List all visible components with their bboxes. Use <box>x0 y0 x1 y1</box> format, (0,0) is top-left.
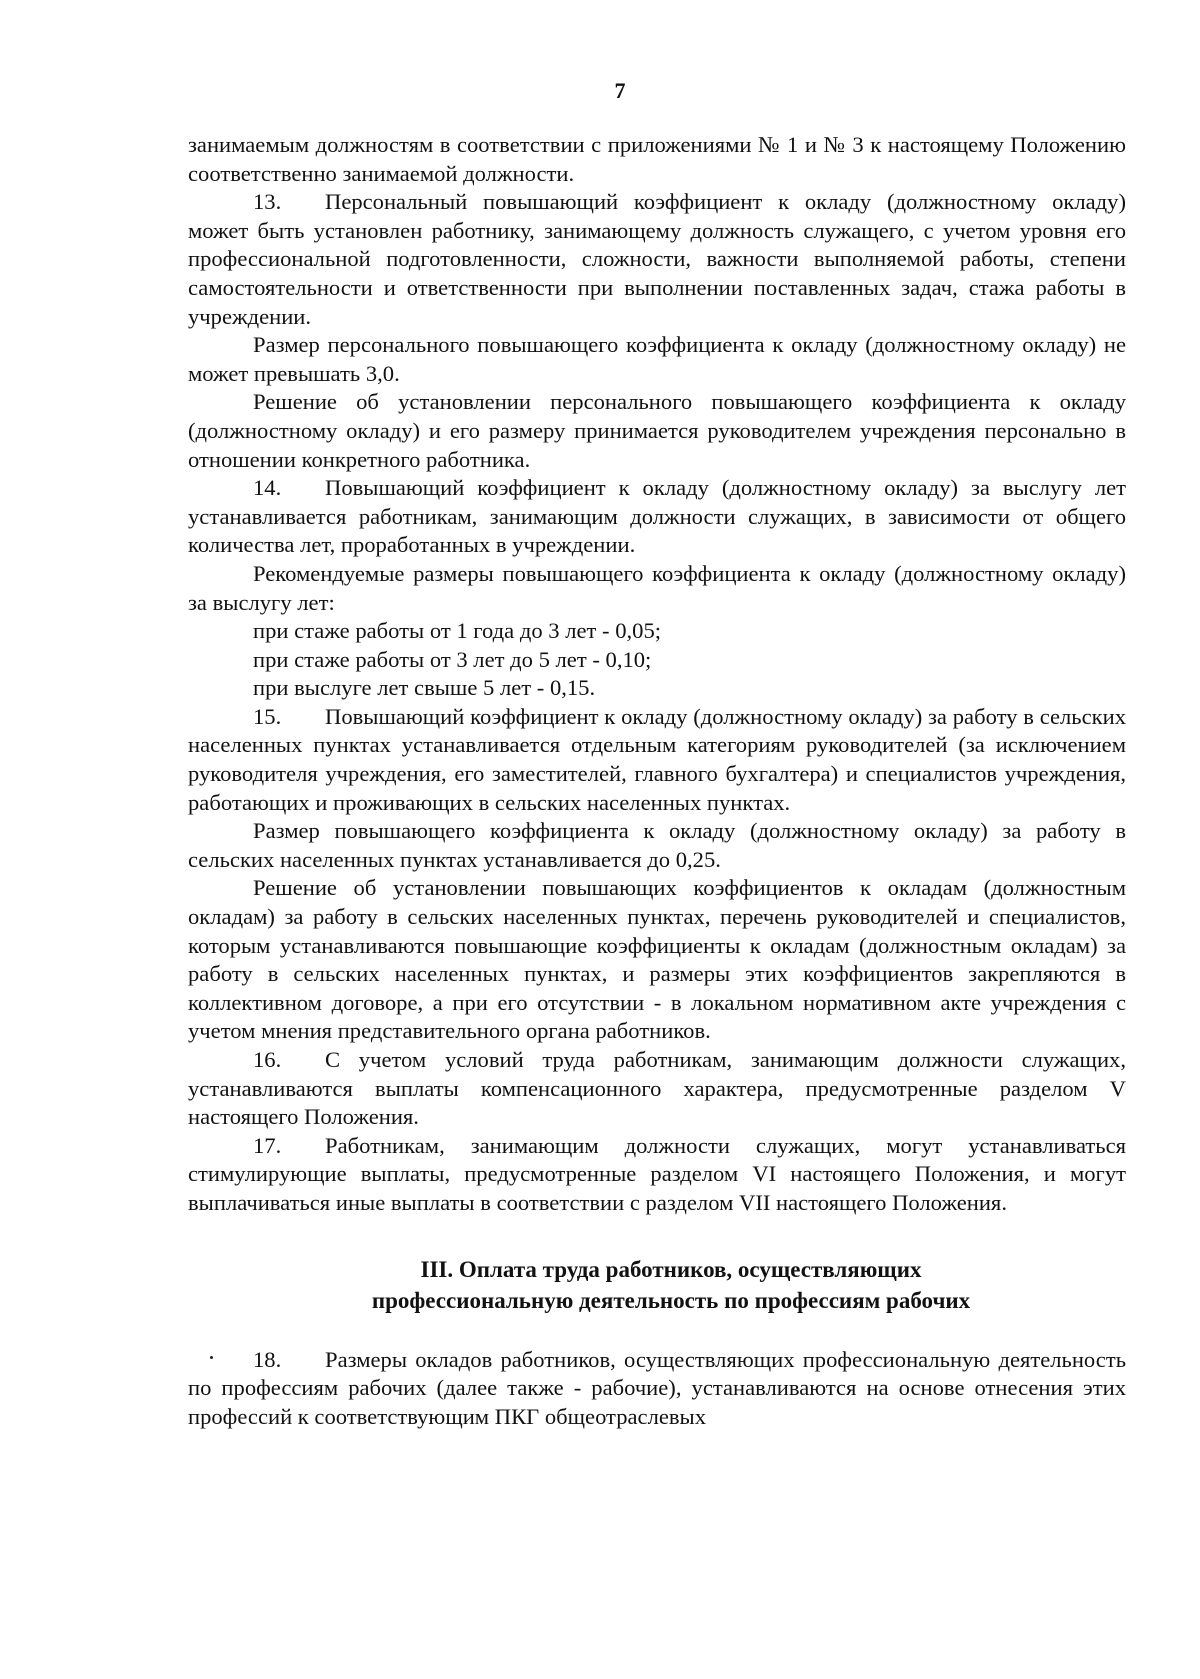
section-heading-line-1: III. Оплата труда работников, осуществляющих <box>420 1256 922 1282</box>
paragraph-text: при выслуге лет свыше 5 лет - 0,15. <box>253 675 596 701</box>
paragraph-number: 13. <box>253 189 282 215</box>
paragraph-text: Работникам, занимающим должности служащих, могут устанавливаться стимулирующие выплаты, предусмотренные разделом VI настоящего Положения, и могут выплачиваться иные выплаты в соответствии с разделом VII настоящего Положения. <box>188 1132 1126 1215</box>
section-heading <box>188 1254 1126 1316</box>
paragraph <box>188 646 1126 675</box>
paragraph-text: Размер персонального повышающего коэффициента к окладу (должностному окладу) не может превышать 3,0. <box>188 332 1126 386</box>
paragraph <box>188 388 1126 474</box>
paragraphs-before-section <box>188 131 1126 1218</box>
paragraph <box>188 560 1126 617</box>
paragraph <box>188 131 1126 188</box>
numbered-paragraph <box>188 703 1126 817</box>
document-body <box>188 131 1126 1431</box>
paragraph-text: Рекомендуемые размеры повышающего коэффициента к окладу (должностному окладу) за выслугу лет: <box>188 560 1126 615</box>
paragraph <box>188 874 1126 1046</box>
paragraph-number: 18. <box>253 1346 282 1372</box>
paragraph-text: Решение об установлении персонального повышающего коэффициента к окладу (должностному окладу) и его размеру принимается руководителем учреждения персонально в отношении конкретного работника. <box>188 389 1126 472</box>
paragraph-number: 17. <box>253 1132 282 1158</box>
numbered-paragraph <box>188 1132 1126 1218</box>
paragraph-text: занимаемым должностям в соответствии с приложениями № 1 и № 3 к настоящему Положению соответственно занимаемой должности. <box>188 132 1126 186</box>
paragraph <box>188 331 1126 388</box>
paragraph-text: Размер повышающего коэффициента к окладу (должностному окладу) за работу в сельских населенных пунктах устанавливается до 0,25. <box>188 818 1126 872</box>
numbered-paragraph <box>188 188 1126 331</box>
paragraph <box>188 617 1126 646</box>
paragraph-text: Размеры окладов работников, осуществляющих профессиональную деятельность по профессиям рабочих (далее также - рабочие), устанавливаются на основе отнесения этих профессий к соответствующим ПКГ общеотраслевых <box>188 1346 1126 1429</box>
paragraph-text: Повышающий коэффициент к окладу (должностному окладу) за работу в сельских населенных пунктах устанавливается отдельным категориям руководителей (за исключением руководителя учреждения, его заместителей, главного бухгалтера) и специалистов учреждения, работающих и проживающих в сельских населенных пунктах. <box>188 703 1126 815</box>
paragraph-text: при стаже работы от 1 года до 3 лет - 0,05; <box>253 618 662 644</box>
paragraph-text: С учетом условий труда работникам, занимающим должности служащих, устанавливаются выплаты компенсационного характера, предусмотренные разделом V настоящего Положения. <box>188 1047 1126 1130</box>
paragraph-number: 16. <box>253 1047 282 1072</box>
numbered-paragraph <box>188 1346 1126 1432</box>
paragraph-text: Персональный повышающий коэффициент к окладу (должностному окладу) может быть установлен работнику, занимающему должность служащего, с учетом уровня его профессиональной подготовленности, сложности, важности выполняемой работы, степени самостоятельности и ответственности при выполнении поставленных задач, стажа работы в учреждении. <box>188 189 1126 329</box>
paragraphs-after-section <box>188 1346 1126 1432</box>
paragraph <box>188 674 1126 703</box>
paragraph-text: Решение об установлении повышающих коэффициентов к окладам (должностным окладам) за работу в сельских населенных пунктах, перечень руководителей и специалистов, которым устанавливаются повышающие коэффициенты к окладам (должностным окладам) за работу в сельских населенных пунктах, и размеры этих коэффициентов закрепляются в коллективном договоре, а при его отсутствии - в локальном нормативном акте учреждения с учетом мнения представительного органа работников. <box>188 875 1126 1044</box>
paragraph <box>188 817 1126 874</box>
paragraph-text: при стаже работы от 3 лет до 5 лет - 0,10; <box>253 646 652 672</box>
page-number: 7 <box>614 78 626 103</box>
paragraph-text: Повышающий коэффициент к окладу (должностному окладу) за выслугу лет устанавливается работникам, занимающим должности служащих, в зависимости от общего количества лет, проработанных в учреждении. <box>188 475 1126 558</box>
section-heading-line-2: профессиональную деятельность по профессиям рабочих <box>371 1287 971 1313</box>
paragraph-number: 14. <box>253 475 282 501</box>
numbered-paragraph <box>188 474 1126 560</box>
scan-speck <box>210 1356 213 1359</box>
numbered-paragraph <box>188 1046 1126 1132</box>
paragraph-number: 15. <box>253 703 282 729</box>
